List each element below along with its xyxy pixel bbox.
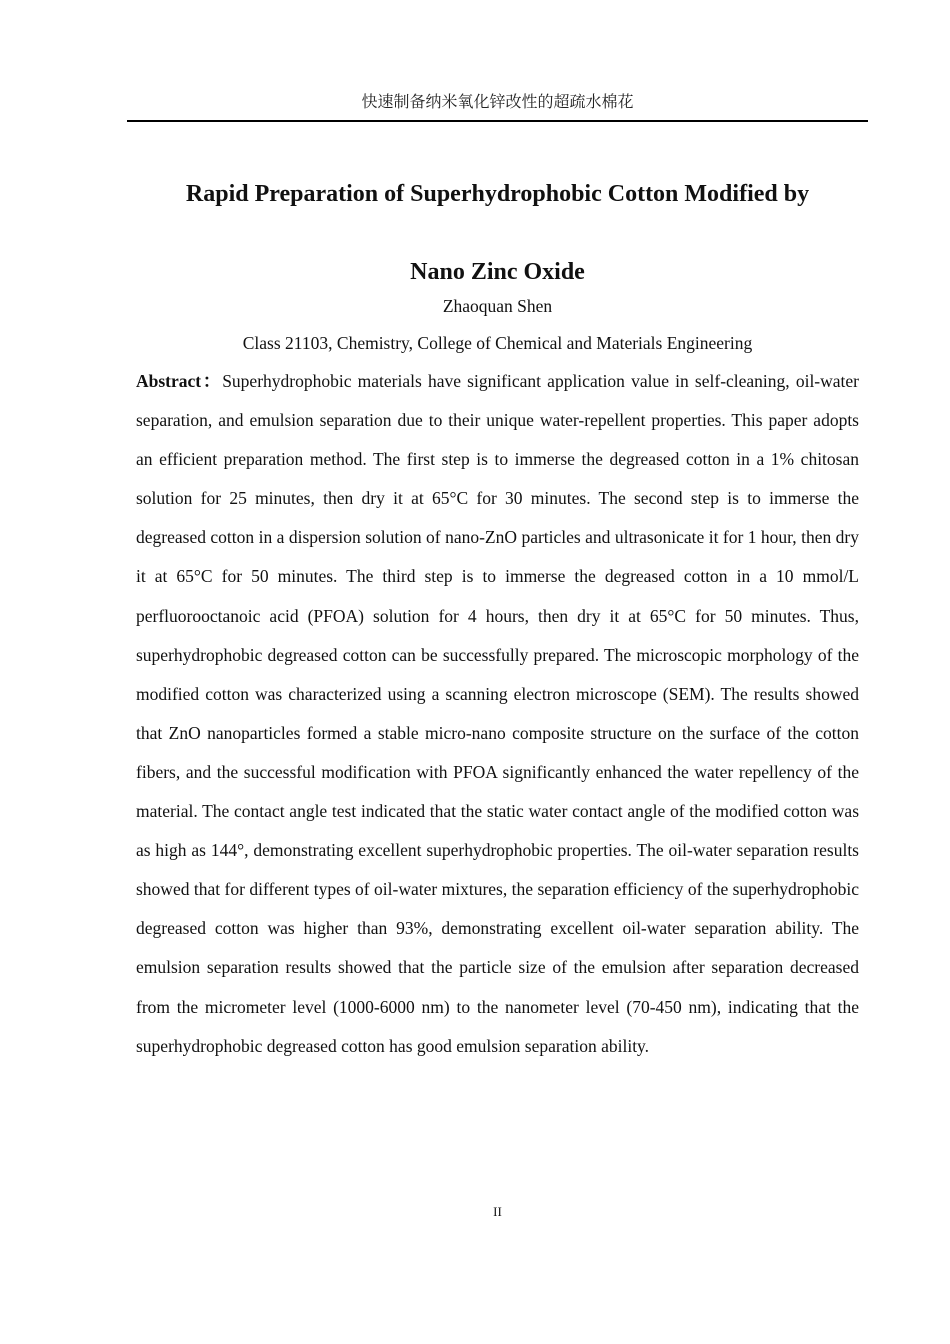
header-rule bbox=[127, 120, 868, 122]
author-affiliation: Class 21103, Chemistry, College of Chemical and Materials Engineering bbox=[242, 333, 753, 353]
paper-title bbox=[127, 155, 868, 311]
abstract-label: Abstract： bbox=[136, 371, 223, 391]
abstract-paragraph bbox=[136, 362, 859, 1066]
page-number: II bbox=[493, 1204, 502, 1219]
paper-title-line-2: Nano Zinc Oxide bbox=[410, 259, 585, 285]
paper-title-line-1: Rapid Preparation of Superhydrophobic Cotton Modified by bbox=[185, 181, 810, 207]
author-name: Zhaoquan Shen bbox=[442, 296, 553, 316]
abstract-text: Superhydrophobic materials have significant application value in self-cleaning, oil-water separation, and emulsion separation due to their unique water-repellent properties. This paper adopts an efficient preparation method. The first step is to immerse the degreased cotton in a 1% chitosan solution for 25 minutes, then dry it at 65°C for 30 minutes. The second step is to immerse the degreased cotton in a dispersion solution of nano-ZnO particles and ultrasonicate it for 1 hour, then dry it at 65°C for 50 minutes. The third step is to immerse the degreased cotton in a 10 mmol/L perfluorooctanoic acid (PFOA) solution for 4 hours, then dry it at 65°C for 50 minutes. Thus, superhydrophobic degreased cotton can be successfully prepared. The microscopic morphology of the modified cotton was characterized using a scanning electron microscope (SEM). The results showed that ZnO nanoparticles formed a stable micro-nano composite structure on the surface of the cotton fibers, and the successful modification with PFOA significantly enhanced the water repellency of the material. The contact angle test indicated that the static water contact angle of the modified cotton was as high as 144°, demonstrating excellent superhydrophobic properties. The oil-water separation results showed that for different types of oil-water mixtures, the separation efficiency of the superhydrophobic degreased cotton was higher than 93%, demonstrating excellent oil-water separation ability. The emulsion separation results showed that the particle size of the emulsion after separation decreased from the micrometer level (1000-6000 nm) to the nanometer level (70-450 nm), indicating that the superhydrophobic degreased cotton has good emulsion separation ability. bbox=[136, 371, 860, 1056]
running-header: 快速制备纳米氧化锌改性的超疏水棉花 bbox=[361, 92, 634, 111]
